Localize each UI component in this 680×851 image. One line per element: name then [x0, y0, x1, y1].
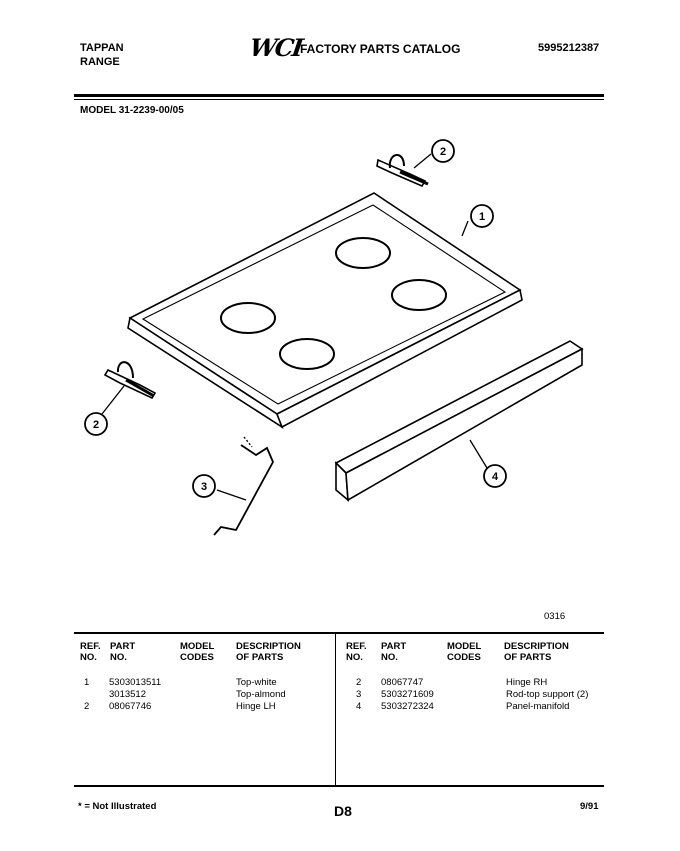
part-description: Rod-top support (2): [506, 689, 589, 700]
catalog-number: 5995212387: [538, 42, 600, 54]
table-row: 3: [356, 689, 362, 700]
part-description: Top-white: [236, 677, 277, 688]
part-description: Top-almond: [236, 689, 286, 700]
manufacturer-label: TAPPAN: [80, 42, 124, 54]
hinge-rh-part: [377, 155, 428, 186]
right-desc-header: DESCRIPTION OF PARTS: [504, 641, 569, 663]
part-number: 5303013511: [109, 677, 162, 688]
wci-logo: WCI: [247, 33, 304, 62]
callout-3-label: 3: [200, 481, 208, 493]
part-number: 3013512: [109, 689, 146, 700]
header-rule-thin: [74, 99, 604, 100]
catalog-title: FACTORY PARTS CATALOG: [300, 42, 461, 56]
table-row: 4: [356, 701, 362, 712]
revision-date: 9/91: [580, 801, 599, 812]
table-top-rule: [74, 632, 604, 634]
table-row: 1: [84, 677, 90, 688]
cooktop-part: [128, 193, 522, 427]
part-description: Panel-manifold: [506, 701, 570, 712]
callout-2-left-label: 2: [92, 419, 100, 431]
part-description: Hinge LH: [236, 701, 276, 712]
right-ref-header: REF. NO.: [346, 641, 367, 663]
right-part-header: PART NO.: [381, 641, 407, 663]
model-line: MODEL 31-2239-00/05: [80, 105, 184, 116]
part-number: 08067747: [381, 677, 424, 688]
hinge-lh-part: [105, 362, 155, 398]
part-description: Hinge RH: [506, 677, 548, 688]
footnote: * = Not Illustrated: [78, 801, 157, 812]
callout-4-label: 4: [491, 471, 499, 483]
page-code: D8: [334, 803, 352, 819]
part-number: 5303272324: [381, 701, 434, 712]
right-model-header: MODEL CODES: [447, 641, 482, 663]
part-number: 5303271609: [381, 689, 434, 700]
table-bottom-rule: [74, 785, 604, 787]
rod-support-part: [214, 437, 273, 535]
part-number: 08067746: [109, 701, 152, 712]
callout-2-top-label: 2: [439, 146, 447, 158]
left-model-header: MODEL CODES: [180, 641, 215, 663]
callout-1-label: 1: [478, 211, 486, 223]
left-desc-header: DESCRIPTION OF PARTS: [236, 641, 301, 663]
product-label: RANGE: [80, 56, 120, 68]
table-divider: [335, 632, 336, 785]
table-row: 2: [84, 701, 90, 712]
left-part-header: PART NO.: [110, 641, 136, 663]
header-rule: [74, 94, 604, 97]
parts-diagram: [0, 125, 680, 605]
figure-code: 0316: [544, 611, 566, 622]
left-ref-header: REF. NO.: [80, 641, 101, 663]
table-row: 2: [356, 677, 362, 688]
